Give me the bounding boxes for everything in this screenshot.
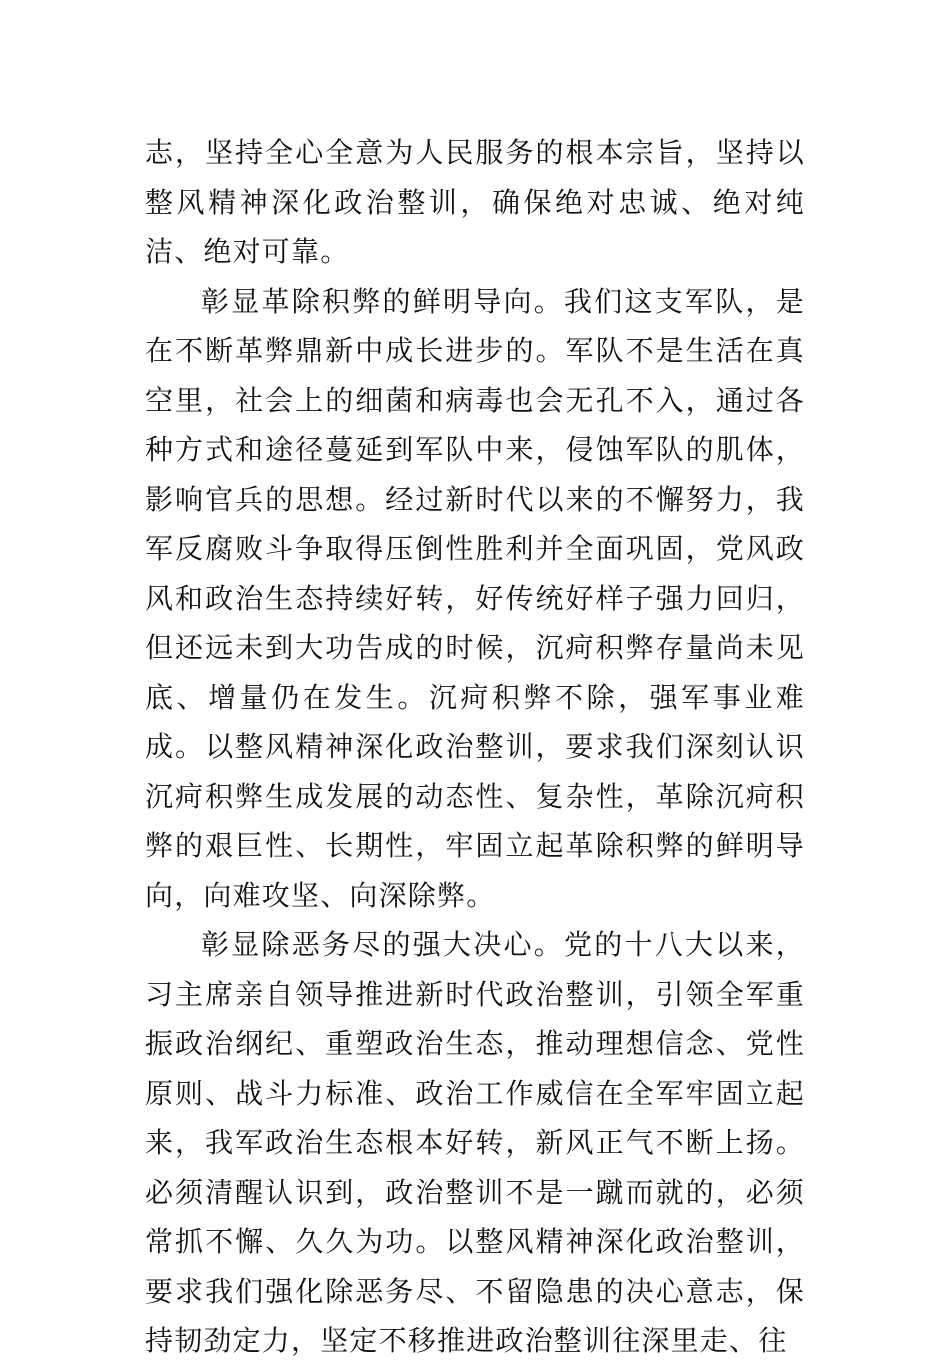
body-text <box>145 128 805 1366</box>
paragraph-eradicate-evil: 彰显除恶务尽的强大决心。党的十八大以来，习主席亲自领导推进新时代政治整训，引领全军重振政治纲纪、重塑政治生态，推动理想信念、党性原则、战斗力标准、政治工作威信在全军牢固立起来，我军政治生态根本好转，新风正气不断上扬。必须清醒认识到，政治整训不是一蹴而就的，必须常抓不懈、久久为功。以整风精神深化政治整训，要求我们强化除恶务尽、不留隐患的决心意志，保持韧劲定力，坚定不移推进政治整训往深里走、往 <box>145 928 805 1357</box>
paragraph-continuation: 志，坚持全心全意为人民服务的根本宗旨，坚持以整风精神深化政治整训，确保绝对忠诚、绝对纯洁、绝对可靠。 <box>145 136 805 268</box>
paragraph-remove-malpractices: 彰显革除积弊的鲜明导向。我们这支军队，是在不断革弊鼎新中成长进步的。军队不是生活在真空里，社会上的细菌和病毒也会无孔不入，通过各种方式和途径蔓延到军队中来，侵蚀军队的肌体，影响官兵的思想。经过新时代以来的不懈努力，我军反腐败斗争取得压倒性胜利并全面巩固，党风政风和政治生态持续好转，好传统好样子强力回归，但还远未到大功告成的时候，沉疴积弊存量尚未见底、增量仍在发生。沉疴积弊不除，强军事业难成。以整风精神深化政治整训，要求我们深刻认识沉疴积弊生成发展的动态性、复杂性，革除沉疴积弊的艰巨性、长期性，牢固立起革除积弊的鲜明导向，向难攻坚、向深除弊。 <box>145 284 805 912</box>
